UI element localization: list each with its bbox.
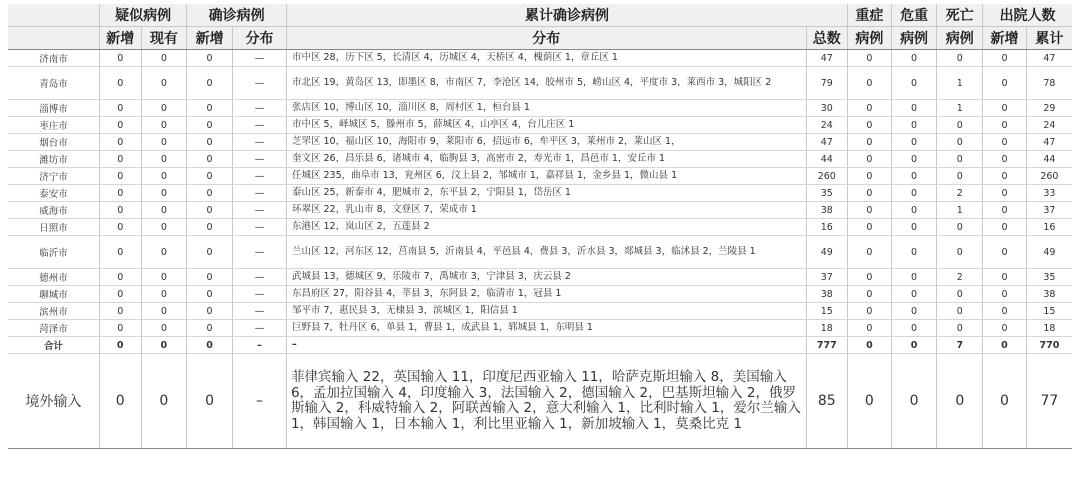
- severe-cell: 0: [848, 50, 892, 67]
- discharged-new-cell: 0: [983, 286, 1027, 303]
- suspected-new-cell: 0: [99, 50, 141, 67]
- suspected-new-cell: 0: [99, 286, 141, 303]
- discharged-total-cell: 37: [1026, 202, 1072, 219]
- death-cell: 0: [937, 219, 983, 236]
- critical-cell: 0: [891, 286, 937, 303]
- suspected-existing-cell: 0: [141, 337, 187, 354]
- header-sus-existing: 现有: [141, 27, 187, 50]
- cumulative-total-cell: 30: [806, 100, 848, 117]
- suspected-existing-cell: 0: [141, 168, 187, 185]
- table-row: [8, 320, 1072, 337]
- death-cell: 0: [937, 50, 983, 67]
- cumulative-total-cell: 260: [806, 168, 848, 185]
- critical-cell: 0: [891, 303, 937, 320]
- suspected-existing-cell: 0: [141, 236, 187, 269]
- cumulative-distribution-cell: 奎文区 26，昌乐县 6，诸城市 4，临朐县 3，高密市 2，寿光市 1，昌邑市 1，安丘市 1: [286, 151, 806, 168]
- confirmed-distribution-cell: —: [232, 303, 286, 320]
- suspected-existing-cell: 0: [141, 50, 187, 67]
- suspected-new-cell: 0: [99, 337, 141, 354]
- severe-cell: 0: [848, 219, 892, 236]
- cumulative-total-cell: 35: [806, 185, 848, 202]
- suspected-existing-cell: 0: [141, 303, 187, 320]
- city-cell: 济宁市: [8, 168, 99, 185]
- city-cell: 德州市: [8, 269, 99, 286]
- header-confirmed: 确诊病例: [187, 4, 287, 27]
- cumulative-total-cell: 44: [806, 151, 848, 168]
- suspected-existing-cell: 0: [141, 269, 187, 286]
- table-row: [8, 50, 1072, 67]
- cumulative-total-cell: 777: [806, 337, 848, 354]
- confirmed-new-cell: 0: [187, 117, 233, 134]
- discharged-new-cell: 0: [983, 67, 1027, 100]
- discharged-new-cell: 0: [983, 354, 1027, 449]
- critical-cell: 0: [891, 185, 937, 202]
- discharged-new-cell: 0: [983, 134, 1027, 151]
- suspected-new-cell: 0: [99, 354, 141, 449]
- city-cell: 烟台市: [8, 134, 99, 151]
- city-cell: 枣庄市: [8, 117, 99, 134]
- confirmed-new-cell: 0: [187, 269, 233, 286]
- header-conf-new: 新增: [187, 27, 233, 50]
- discharged-new-cell: 0: [983, 117, 1027, 134]
- critical-cell: 0: [891, 269, 937, 286]
- discharged-total-cell: 49: [1026, 236, 1072, 269]
- table-row: [8, 67, 1072, 100]
- severe-cell: 0: [848, 151, 892, 168]
- confirmed-distribution-cell: —: [232, 168, 286, 185]
- header-corner: [8, 4, 99, 27]
- header-dis-new: 新增: [983, 27, 1027, 50]
- cumulative-distribution-cell: 邹平市 7，惠民县 3，无棣县 3，滨城区 1，阳信县 1: [286, 303, 806, 320]
- cumulative-total-cell: 49: [806, 236, 848, 269]
- discharged-new-cell: 0: [983, 202, 1027, 219]
- critical-cell: 0: [891, 134, 937, 151]
- cumulative-total-cell: 24: [806, 117, 848, 134]
- critical-cell: 0: [891, 168, 937, 185]
- discharged-total-cell: 29: [1026, 100, 1072, 117]
- suspected-existing-cell: 0: [141, 67, 187, 100]
- severe-cell: 0: [848, 117, 892, 134]
- city-cell: 威海市: [8, 202, 99, 219]
- death-cell: 1: [937, 67, 983, 100]
- confirmed-new-cell: 0: [187, 202, 233, 219]
- discharged-total-cell: 78: [1026, 67, 1072, 100]
- death-cell: 0: [937, 303, 983, 320]
- discharged-total-cell: 16: [1026, 219, 1072, 236]
- confirmed-new-cell: 0: [187, 337, 233, 354]
- suspected-new-cell: 0: [99, 303, 141, 320]
- death-cell: 0: [937, 354, 983, 449]
- discharged-new-cell: 0: [983, 236, 1027, 269]
- suspected-existing-cell: 0: [141, 185, 187, 202]
- confirmed-distribution-cell: —: [232, 151, 286, 168]
- critical-cell: 0: [891, 202, 937, 219]
- severe-cell: 0: [848, 320, 892, 337]
- suspected-new-cell: 0: [99, 269, 141, 286]
- death-cell: 2: [937, 185, 983, 202]
- discharged-new-cell: 0: [983, 320, 1027, 337]
- critical-cell: 0: [891, 117, 937, 134]
- discharged-new-cell: 0: [983, 269, 1027, 286]
- cumulative-distribution-cell: 任城区 235，曲阜市 13，兖州区 6，汶上县 2，邹城市 1，嘉祥县 1，金乡县 1，微山县 1: [286, 168, 806, 185]
- table-row: [8, 303, 1072, 320]
- critical-cell: 0: [891, 67, 937, 100]
- confirmed-distribution-cell: —: [232, 202, 286, 219]
- discharged-total-cell: 38: [1026, 286, 1072, 303]
- city-cell: 滨州市: [8, 303, 99, 320]
- cumulative-total-cell: 47: [806, 134, 848, 151]
- confirmed-distribution-cell: —: [232, 269, 286, 286]
- cumulative-distribution-cell: 市北区 19，黄岛区 13，即墨区 8，市南区 7，李沧区 14，胶州市 5，崂山区 4，平度市 3，莱西市 3，城阳区 2: [286, 67, 806, 100]
- cumulative-total-cell: 16: [806, 219, 848, 236]
- header-critical-top: 危重: [891, 4, 937, 27]
- cumulative-distribution-cell: 武城县 13，德城区 9，乐陵市 7，禹城市 3，宁津县 3，庆云县 2: [286, 269, 806, 286]
- city-cell: 临沂市: [8, 236, 99, 269]
- death-cell: 0: [937, 286, 983, 303]
- suspected-existing-cell: 0: [141, 320, 187, 337]
- critical-cell: 0: [891, 151, 937, 168]
- confirmed-distribution-cell: —: [232, 117, 286, 134]
- imported-cases-row: [8, 354, 1072, 449]
- header-severe-top: 重症: [848, 4, 892, 27]
- city-cell: 济南市: [8, 50, 99, 67]
- discharged-total-cell: 18: [1026, 320, 1072, 337]
- suspected-new-cell: 0: [99, 117, 141, 134]
- city-cell: 聊城市: [8, 286, 99, 303]
- suspected-new-cell: 0: [99, 168, 141, 185]
- critical-cell: 0: [891, 219, 937, 236]
- cumulative-total-cell: 15: [806, 303, 848, 320]
- discharged-total-cell: 35: [1026, 269, 1072, 286]
- severe-cell: 0: [848, 269, 892, 286]
- severe-cell: 0: [848, 354, 892, 449]
- cumulative-distribution-cell: 兰山区 12，河东区 12，莒南县 5，沂南县 4，平邑县 4，费县 3，沂水县 3，郯城县 3，临沭县 2，兰陵县 1: [286, 236, 806, 269]
- header-discharged: 出院人数: [983, 4, 1072, 27]
- critical-cell: 0: [891, 337, 937, 354]
- suspected-new-cell: 0: [99, 202, 141, 219]
- severe-cell: 0: [848, 236, 892, 269]
- header-conf-dist: 分布: [232, 27, 286, 50]
- confirmed-distribution-cell: —: [232, 286, 286, 303]
- suspected-existing-cell: 0: [141, 354, 187, 449]
- confirmed-new-cell: 0: [187, 151, 233, 168]
- confirmed-new-cell: 0: [187, 185, 233, 202]
- city-cell: 日照市: [8, 219, 99, 236]
- death-cell: 0: [937, 134, 983, 151]
- header-severe-bottom: 病例: [848, 27, 892, 50]
- discharged-total-cell: 47: [1026, 134, 1072, 151]
- confirmed-new-cell: 0: [187, 168, 233, 185]
- confirmed-distribution-cell: –: [232, 337, 286, 354]
- cumulative-total-cell: 38: [806, 286, 848, 303]
- suspected-new-cell: 0: [99, 134, 141, 151]
- death-cell: 0: [937, 117, 983, 134]
- suspected-existing-cell: 0: [141, 286, 187, 303]
- table-row: [8, 117, 1072, 134]
- header-death-bottom: 病例: [937, 27, 983, 50]
- discharged-new-cell: 0: [983, 100, 1027, 117]
- severe-cell: 0: [848, 337, 892, 354]
- discharged-new-cell: 0: [983, 219, 1027, 236]
- header-cum-dist: 分布: [286, 27, 806, 50]
- death-cell: 0: [937, 320, 983, 337]
- cumulative-distribution-cell: 张店区 10，博山区 10，淄川区 8，周村区 1，桓台县 1: [286, 100, 806, 117]
- confirmed-new-cell: 0: [187, 286, 233, 303]
- cumulative-distribution-cell: 东昌府区 27，阳谷县 4，莘县 3，东阿县 2，临清市 1，冠县 1: [286, 286, 806, 303]
- table-row: [8, 219, 1072, 236]
- city-cell: 泰安市: [8, 185, 99, 202]
- header-death-top: 死亡: [937, 4, 983, 27]
- discharged-total-cell: 47: [1026, 50, 1072, 67]
- table-row: [8, 202, 1072, 219]
- city-cell: 境外输入: [8, 354, 99, 449]
- suspected-new-cell: 0: [99, 219, 141, 236]
- suspected-existing-cell: 0: [141, 202, 187, 219]
- critical-cell: 0: [891, 320, 937, 337]
- confirmed-new-cell: 0: [187, 236, 233, 269]
- discharged-total-cell: 15: [1026, 303, 1072, 320]
- discharged-total-cell: 44: [1026, 151, 1072, 168]
- cumulative-distribution-cell: 市中区 5，峄城区 5，滕州市 5，薛城区 4，山亭区 4，台儿庄区 1: [286, 117, 806, 134]
- city-cell: 淄博市: [8, 100, 99, 117]
- city-cell: 潍坊市: [8, 151, 99, 168]
- death-cell: 7: [937, 337, 983, 354]
- table-row: [8, 100, 1072, 117]
- header-critical-bottom: 病例: [891, 27, 937, 50]
- suspected-existing-cell: 0: [141, 100, 187, 117]
- critical-cell: 0: [891, 50, 937, 67]
- header-sus-new: 新增: [99, 27, 141, 50]
- critical-cell: 0: [891, 236, 937, 269]
- confirmed-new-cell: 0: [187, 134, 233, 151]
- severe-cell: 0: [848, 202, 892, 219]
- death-cell: 0: [937, 168, 983, 185]
- discharged-new-cell: 0: [983, 151, 1027, 168]
- confirmed-new-cell: 0: [187, 100, 233, 117]
- discharged-new-cell: 0: [983, 185, 1027, 202]
- severe-cell: 0: [848, 134, 892, 151]
- table-row: [8, 269, 1072, 286]
- table-row: [8, 134, 1072, 151]
- suspected-new-cell: 0: [99, 236, 141, 269]
- suspected-existing-cell: 0: [141, 117, 187, 134]
- city-cell: 菏泽市: [8, 320, 99, 337]
- table-row: [8, 168, 1072, 185]
- critical-cell: 0: [891, 100, 937, 117]
- header-corner-2: [8, 27, 99, 50]
- header-dis-total: 累计: [1026, 27, 1072, 50]
- cumulative-total-cell: 85: [806, 354, 848, 449]
- cumulative-distribution-cell: –: [286, 337, 806, 354]
- table-body: [8, 50, 1072, 449]
- confirmed-distribution-cell: —: [232, 134, 286, 151]
- table-header: [8, 4, 1072, 50]
- confirmed-new-cell: 0: [187, 67, 233, 100]
- confirmed-distribution-cell: —: [232, 100, 286, 117]
- discharged-total-cell: 24: [1026, 117, 1072, 134]
- table-row: [8, 286, 1072, 303]
- cumulative-distribution-cell: 东港区 12，岚山区 2，五莲县 2: [286, 219, 806, 236]
- severe-cell: 0: [848, 286, 892, 303]
- cumulative-distribution-cell: 巨野县 7，牡丹区 6，单县 1，曹县 1，成武县 1，郓城县 1，东明县 1: [286, 320, 806, 337]
- cumulative-total-cell: 47: [806, 50, 848, 67]
- death-cell: 0: [937, 236, 983, 269]
- confirmed-distribution-cell: –: [232, 354, 286, 449]
- cumulative-total-cell: 38: [806, 202, 848, 219]
- suspected-existing-cell: 0: [141, 134, 187, 151]
- confirmed-new-cell: 0: [187, 320, 233, 337]
- suspected-new-cell: 0: [99, 67, 141, 100]
- confirmed-new-cell: 0: [187, 50, 233, 67]
- cumulative-distribution-cell: 市中区 28，历下区 5，长清区 4，历城区 4，天桥区 4，槐荫区 1，章丘区 1: [286, 50, 806, 67]
- city-cell: 青岛市: [8, 67, 99, 100]
- discharged-total-cell: 33: [1026, 185, 1072, 202]
- death-cell: 0: [937, 151, 983, 168]
- severe-cell: 0: [848, 185, 892, 202]
- suspected-existing-cell: 0: [141, 219, 187, 236]
- discharged-total-cell: 77: [1026, 354, 1072, 449]
- header-cumulative: 累计确诊病例: [286, 4, 847, 27]
- city-cell: 合计: [8, 337, 99, 354]
- confirmed-distribution-cell: —: [232, 219, 286, 236]
- suspected-new-cell: 0: [99, 320, 141, 337]
- cumulative-distribution-cell: 泰山区 25，新泰市 4，肥城市 2，东平县 2，宁阳县 1，岱岳区 1: [286, 185, 806, 202]
- confirmed-distribution-cell: —: [232, 185, 286, 202]
- confirmed-distribution-cell: —: [232, 236, 286, 269]
- suspected-new-cell: 0: [99, 100, 141, 117]
- severe-cell: 0: [848, 168, 892, 185]
- table-row: [8, 185, 1072, 202]
- header-suspected: 疑似病例: [99, 4, 186, 27]
- confirmed-new-cell: 0: [187, 219, 233, 236]
- confirmed-new-cell: 0: [187, 354, 233, 449]
- confirmed-new-cell: 0: [187, 303, 233, 320]
- table-row: [8, 236, 1072, 269]
- cumulative-distribution-cell: 菲律宾输入 22，英国输入 11，印度尼西亚输入 11，哈萨克斯坦输入 8，美国输入 6，孟加拉国输入 4，印度输入 3，法国输入 2，德国输入 2，巴基斯坦输入 2，俄罗斯输入 2，科威特输入 2，阿联酋输入 2，意大利输入 1，比利时输入 1，爱尔兰输入 1，韩国输入 1，日本输入 1，利比里亚输入 1，新加坡输入 1，莫桑比克 1: [286, 354, 806, 449]
- severe-cell: 0: [848, 303, 892, 320]
- cumulative-distribution-cell: 芝罘区 10，福山区 10，海阳市 9，莱阳市 6，招远市 6，牟平区 3，莱州市 2，莱山区 1，: [286, 134, 806, 151]
- cumulative-distribution-cell: 环翠区 22，乳山市 8，文登区 7，荣成市 1: [286, 202, 806, 219]
- discharged-new-cell: 0: [983, 50, 1027, 67]
- death-cell: 1: [937, 100, 983, 117]
- covid-case-table: [8, 4, 1072, 449]
- discharged-new-cell: 0: [983, 337, 1027, 354]
- cumulative-total-cell: 18: [806, 320, 848, 337]
- confirmed-distribution-cell: —: [232, 50, 286, 67]
- critical-cell: 0: [891, 354, 937, 449]
- cumulative-total-cell: 37: [806, 269, 848, 286]
- discharged-new-cell: 0: [983, 303, 1027, 320]
- total-row: [8, 337, 1072, 354]
- death-cell: 2: [937, 269, 983, 286]
- severe-cell: 0: [848, 100, 892, 117]
- suspected-new-cell: 0: [99, 185, 141, 202]
- header-cum-total: 总数: [806, 27, 848, 50]
- death-cell: 1: [937, 202, 983, 219]
- cumulative-total-cell: 79: [806, 67, 848, 100]
- suspected-new-cell: 0: [99, 151, 141, 168]
- confirmed-distribution-cell: —: [232, 320, 286, 337]
- discharged-total-cell: 770: [1026, 337, 1072, 354]
- table-row: [8, 151, 1072, 168]
- confirmed-distribution-cell: —: [232, 67, 286, 100]
- discharged-new-cell: 0: [983, 168, 1027, 185]
- suspected-existing-cell: 0: [141, 151, 187, 168]
- discharged-total-cell: 260: [1026, 168, 1072, 185]
- severe-cell: 0: [848, 67, 892, 100]
